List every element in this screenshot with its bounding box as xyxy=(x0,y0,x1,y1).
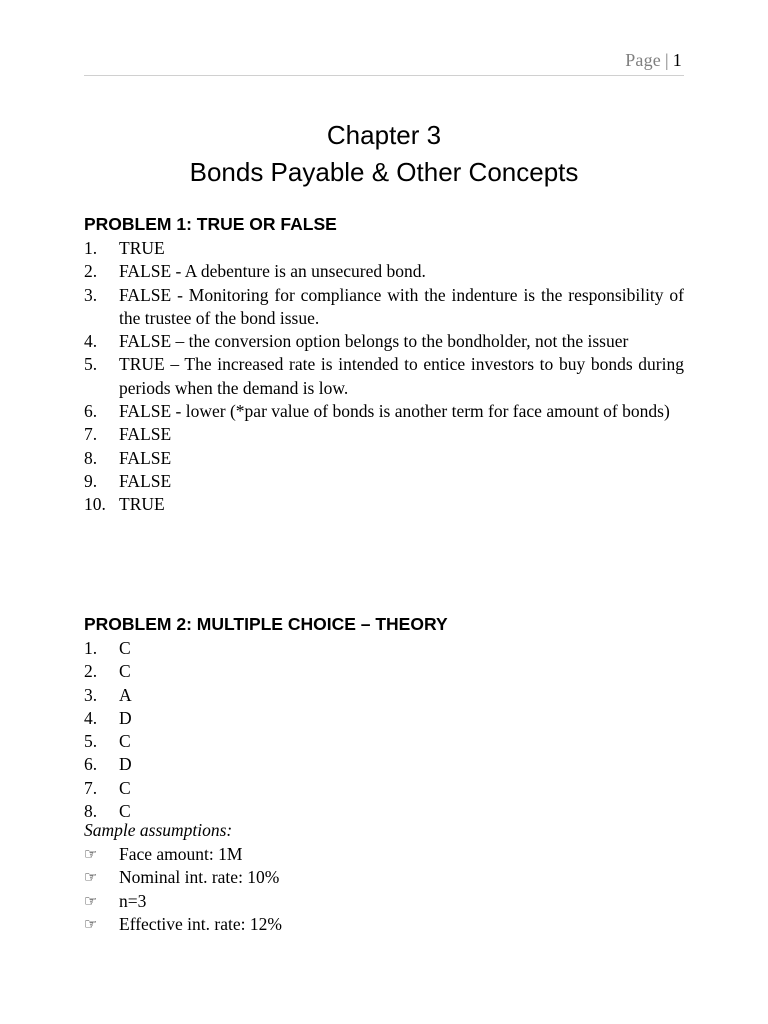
item-text: C xyxy=(119,801,131,822)
problem1-list xyxy=(84,237,684,517)
list-item xyxy=(84,353,684,400)
item-text: FALSE xyxy=(119,424,172,445)
item-number: 6. xyxy=(84,754,98,775)
item-number: 3. xyxy=(84,284,98,305)
list-item xyxy=(84,730,684,753)
item-text: FALSE - A debenture is an unsecured bond. xyxy=(119,261,426,282)
item-text: D xyxy=(119,754,132,775)
list-item xyxy=(84,493,684,516)
list-item xyxy=(84,684,684,707)
item-text: FALSE xyxy=(119,470,172,491)
assumptions-list xyxy=(84,843,282,936)
list-item xyxy=(84,890,282,913)
item-text: C xyxy=(119,731,131,752)
list-item xyxy=(84,753,684,776)
assumptions-label: Sample assumptions: xyxy=(84,820,233,840)
item-text: TRUE – The increased rate is intended to entice investors to buy bonds during periods when the demand is low. xyxy=(119,354,684,398)
item-text: FALSE - Monitoring for compliance with the indenture is the responsibility of the trustee of the bond issue. xyxy=(119,284,684,328)
pointing-hand-icon: ☞ xyxy=(84,891,98,910)
list-item xyxy=(84,330,684,353)
list-item xyxy=(84,637,684,660)
item-text: C xyxy=(119,638,131,658)
item-number: 5. xyxy=(84,354,98,375)
pointing-hand-icon: ☞ xyxy=(84,914,98,933)
item-text: Nominal int. rate: 10% xyxy=(119,867,280,888)
problem2-list xyxy=(84,637,684,823)
item-number: 2. xyxy=(84,261,98,282)
item-text: Effective int. rate: 12% xyxy=(119,913,282,934)
list-item xyxy=(84,913,282,936)
item-number: 8. xyxy=(84,801,98,822)
pointing-hand-icon: ☞ xyxy=(84,868,98,887)
item-text: TRUE xyxy=(119,494,165,515)
item-number: 3. xyxy=(84,684,98,705)
list-item xyxy=(84,423,684,446)
item-number: 4. xyxy=(84,331,98,352)
page-number xyxy=(625,50,682,71)
pointing-hand-icon: ☞ xyxy=(84,845,98,863)
list-item xyxy=(84,707,684,730)
item-text: FALSE - lower (*par value of bonds is another term for face amount of bonds) xyxy=(119,401,670,422)
item-number: 7. xyxy=(84,777,98,798)
list-item xyxy=(84,284,684,331)
list-item xyxy=(84,237,684,260)
page-separator: | xyxy=(664,50,669,70)
item-text: D xyxy=(119,707,132,728)
list-item xyxy=(84,660,684,683)
item-text: A xyxy=(119,684,132,705)
problem1-heading: PROBLEM 1: TRUE OR FALSE xyxy=(84,214,337,234)
item-number: 9. xyxy=(84,470,98,491)
chapter-subtitle: Bonds Payable & Other Concepts xyxy=(189,157,579,187)
item-number: 6. xyxy=(84,401,98,422)
item-number: 10. xyxy=(84,494,106,515)
item-number: 1. xyxy=(84,638,98,658)
item-text: FALSE – the conversion option belongs to the bondholder, not the issuer xyxy=(119,331,629,352)
item-number: 2. xyxy=(84,661,98,682)
list-item xyxy=(84,777,684,800)
list-item xyxy=(84,447,684,470)
page-label: Page xyxy=(625,50,661,70)
item-text: FALSE xyxy=(119,447,172,468)
list-item xyxy=(84,866,282,889)
problem2-heading: PROBLEM 2: MULTIPLE CHOICE – THEORY xyxy=(84,614,448,634)
list-item xyxy=(84,470,684,493)
item-number: 1. xyxy=(84,238,98,258)
item-number: 4. xyxy=(84,707,98,728)
item-text: C xyxy=(119,661,131,682)
list-item xyxy=(84,260,684,283)
item-text: TRUE xyxy=(119,238,165,258)
list-item xyxy=(84,843,282,866)
page-header xyxy=(84,48,684,76)
chapter-title: Chapter 3 xyxy=(326,120,442,150)
item-text: Face amount: 1M xyxy=(119,844,243,864)
item-number: 5. xyxy=(84,731,98,752)
item-text: n=3 xyxy=(119,890,147,911)
page-number-value: 1 xyxy=(672,50,682,70)
list-item xyxy=(84,400,684,423)
item-number: 8. xyxy=(84,447,98,468)
item-text: C xyxy=(119,777,131,798)
item-number: 7. xyxy=(84,424,98,445)
